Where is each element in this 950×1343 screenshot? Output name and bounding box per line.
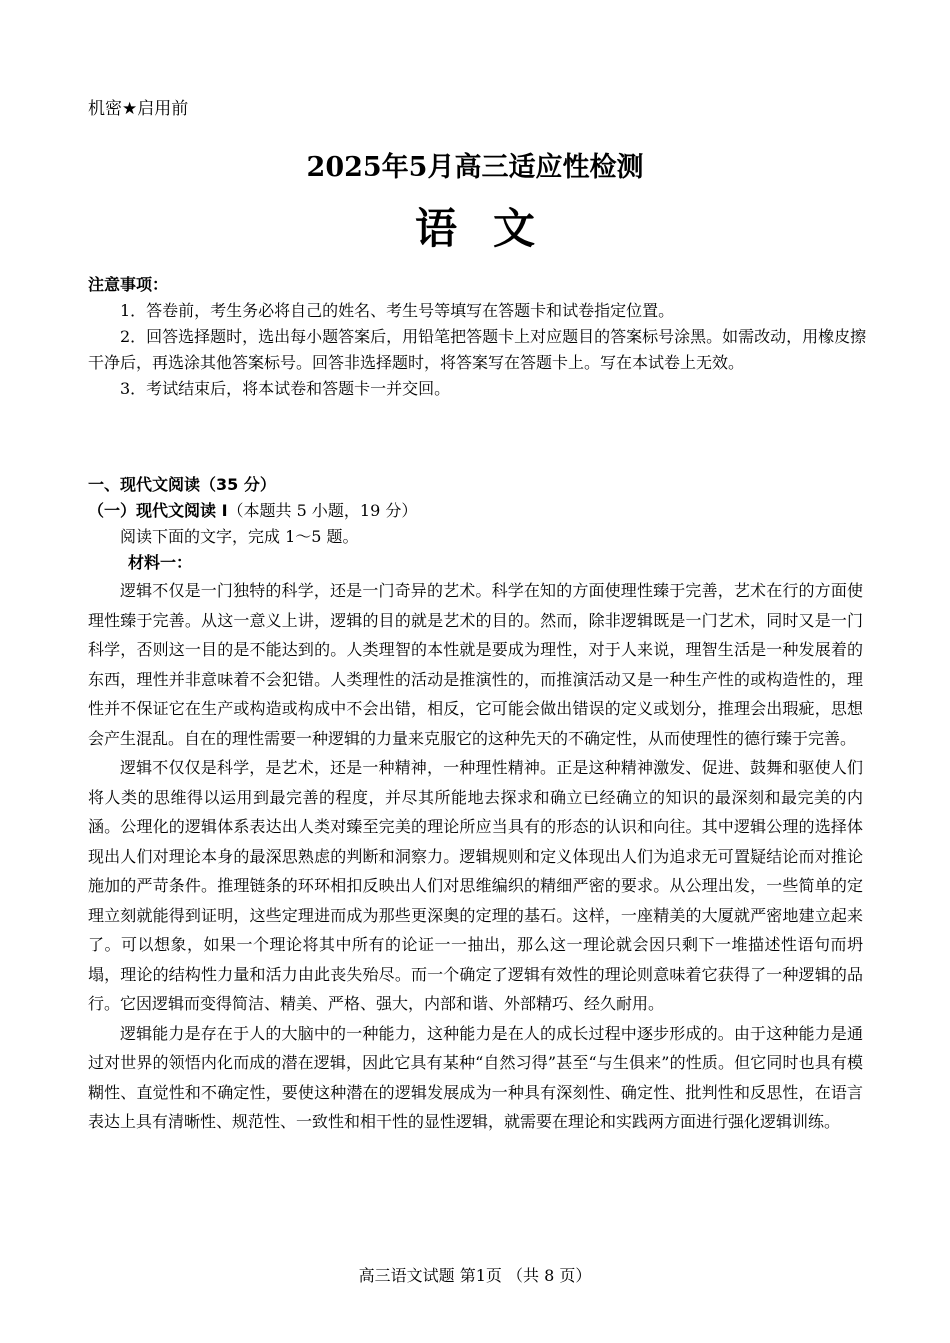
section-title: 一、现代文阅读（35 分） xyxy=(88,475,276,494)
subject-title: 语文 xyxy=(414,204,571,253)
notice-item: 3．考试结束后，将本试卷和答题卡一并交回。 xyxy=(120,379,451,398)
reading-section xyxy=(88,472,863,1137)
subsection-label: （一）现代文阅读 I xyxy=(88,501,228,520)
passage-paragraph: 逻辑不仅是一门独特的科学，还是一门奇异的艺术。科学在知的方面使理性臻于完善，艺术在行的方面使理性臻于完善。从这一意义上讲，逻辑的目的就是艺术的目的。然而，除非逻辑既是一门艺术，同时又是一门科学，否则这一目的是不能达到的。人类理智的本性就是要成为理性，对于人来说，理智生活是一种发展着的东西，理性并非意味着不会犯错。人类理性的活动是推演性的，而推演活动又是一种生产性的或构造性的，理性并不保证它在生产或构造或构成中不会出错，相反，它可能会做出错误的定义或划分，推理会出瑕疵，思想会产生混乱。自在的理性需要一种逻辑的力量来克服它的这种先天的不确定性，从而使理性的德行臻于完善。 xyxy=(88,581,863,748)
instruction: 阅读下面的文字，完成 1～5 题。 xyxy=(120,527,359,546)
notice-heading: 注意事项： xyxy=(88,275,169,294)
notice-item: 1．答卷前，考生务必将自己的姓名、考生号等填写在答题卡和试卷指定位置。 xyxy=(120,301,675,320)
exam-title: 2025年5月高三适应性检测 xyxy=(306,152,644,183)
subsection-info: （本题共 5 小题，19 分） xyxy=(227,501,418,520)
confidential-mark: 机密★启用前 xyxy=(88,99,189,119)
passage-paragraph: 逻辑能力是存在于人的大脑中的一种能力，这种能力是在人的成长过程中逐步形成的。由于这种能力是通过对世界的领悟内化而成的潜在逻辑，因此它具有某种“自然习得”甚至“与生俱来”的性质。但它同时也具有模糊性、直觉性和不确定性，要使这种潜在的逻辑发展成为一种具有深刻性、确定性、批判性和反思性，在语言表达上具有清晰性、规范性、一致性和相干性的显性逻辑，就需要在理论和实践两方面进行强化逻辑训练。 xyxy=(88,1023,863,1131)
page-footer: 高三语文试题 第1页 （共 8 页） xyxy=(358,1266,592,1285)
subsection-title xyxy=(88,498,863,524)
material-label: 材料一： xyxy=(128,553,193,572)
passage-paragraph: 逻辑不仅仅是科学，是艺术，还是一种精神，一种理性精神。正是这种精神激发、促进、鼓舞和驱使人们将人类的思维得以运用到最完善的程度，并尽其所能地去探求和确立已经确立的知识的最深刻和最完美的内涵。公理化的逻辑体系表达出人类对臻至完美的理论所应当具有的形态的认识和向往。其中逻辑公理的选择体现出人们对理论本身的最深思熟虑的判断和洞察力。逻辑规则和定义体现出人们为追求无可置疑结论而对推论施加的严苛条件。推理链条的环环相扣反映出人们对思维编织的精细严密的要求。从公理出发，一些简单的定理立刻就能得到证明，这些定理进而成为那些更深奥的定理的基石。这样，一座精美的大厦就严密地建立起来了。可以想象，如果一个理论将其中所有的论证一一抽出，那么这一理论就会因只剩下一堆描述性语句而坍塌，理论的结构性力量和活力由此丧失殆尽。而一个确定了逻辑有效性的理论则意味着它获得了一种逻辑的品行。它因逻辑而变得简洁、精美、严格、强大，内部和谐、外部精巧、经久耐用。 xyxy=(88,758,863,1013)
notice-section xyxy=(88,272,868,402)
notice-item: 2．回答选择题时，选出每小题答案后，用铅笔把答题卡上对应题目的答案标号涂黑。如需改动，用橡皮擦干净后，再选涂其他答案标号。回答非选择题时，将答案写在答题卡上。写在本试卷上无效。 xyxy=(88,327,867,372)
